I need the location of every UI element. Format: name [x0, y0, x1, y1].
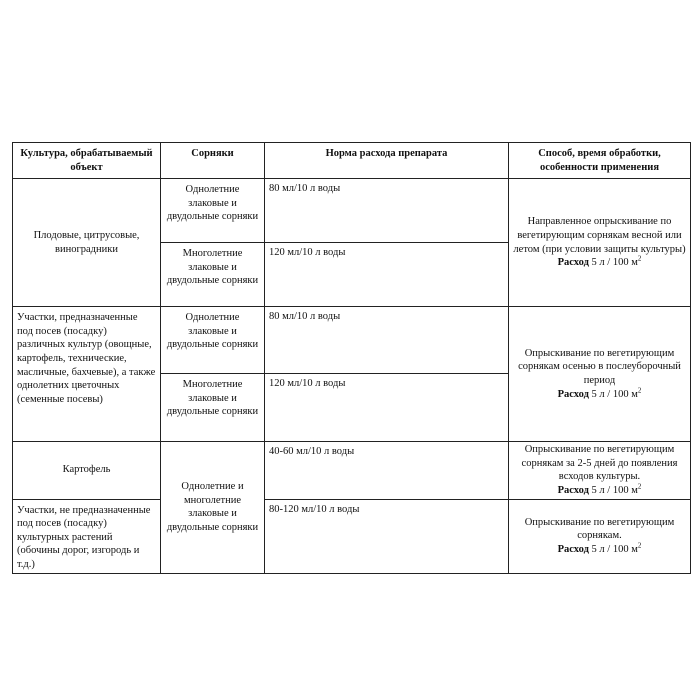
- consumption-value: 5 л / 100 м: [591, 388, 638, 400]
- consumption-sup: 2: [637, 254, 642, 263]
- consumption-value: 5 л / 100 м: [591, 484, 638, 496]
- weeds-cell: Многолетние злаковые и двудольные сорняки: [161, 243, 265, 307]
- table-row: [13, 499, 691, 573]
- header-method: Способ, время обработки, особенности применения: [509, 143, 691, 179]
- rate-cell: 120 мл/10 л воды: [265, 243, 509, 307]
- rate-cell: 80-120 мл/10 л воды: [265, 499, 509, 573]
- weeds-cell: Однолетние злаковые и двудольные сорняки: [161, 179, 265, 243]
- header-rate: Норма расхода препарата: [265, 143, 509, 179]
- consumption-sup: 2: [637, 386, 642, 395]
- crop-cell: Картофель: [13, 442, 161, 500]
- consumption-label: Расход: [557, 257, 589, 269]
- header-crop: Культура, обрабатываемый объект: [13, 143, 161, 179]
- header-weeds: Сорняки: [161, 143, 265, 179]
- rate-cell: 80 мл/10 л воды: [265, 179, 509, 243]
- method-text: Опрыскивание по вегетирующим сорнякам осенью в послеуборочный период: [518, 347, 681, 386]
- method-text: Опрыскивание по вегетирующим сорнякам за 2-5 дней до появления всходов культуры.: [521, 444, 678, 483]
- crop-cell: Участки, предназначенные под посев (посадку) различных культур (овощные, картофель, технические, масличные, бахчевые), а также однолетних цветочных (семенные посевы): [13, 307, 161, 442]
- table-row: [13, 307, 691, 374]
- method-text: Направленное опрыскивание по вегетирующим сорнякам весной или летом (при условии защиты культуры): [513, 216, 686, 255]
- table-row: [13, 179, 691, 243]
- weeds-cell: Однолетние и многолетние злаковые и двудольные сорняки: [161, 442, 265, 574]
- header-row: [13, 143, 691, 179]
- rate-cell: 40-60 мл/10 л воды: [265, 442, 509, 500]
- consumption-label: Расход: [557, 388, 589, 400]
- method-cell: [509, 442, 691, 500]
- consumption-label: Расход: [557, 543, 589, 555]
- rate-cell: 80 мл/10 л воды: [265, 307, 509, 374]
- crop-cell: Участки, не предназначенные под посев (посадку) культурных растений (обочины дорог, изгородь и т.д.): [13, 499, 161, 573]
- consumption-value: 5 л / 100 м: [591, 257, 638, 269]
- rate-cell: 120 мл/10 л воды: [265, 374, 509, 442]
- method-cell: [509, 307, 691, 442]
- method-text: Опрыскивание по вегетирующим сорнякам.: [524, 516, 675, 542]
- consumption-sup: 2: [637, 541, 642, 550]
- method-cell: [509, 179, 691, 307]
- consumption-sup: 2: [637, 482, 642, 491]
- weeds-cell: Многолетние злаковые и двудольные сорняки: [161, 374, 265, 442]
- crop-cell: Плодовые, цитрусовые, виноградники: [13, 179, 161, 307]
- table-row: [13, 442, 691, 500]
- weeds-cell: Однолетние злаковые и двудольные сорняки: [161, 307, 265, 374]
- herbicide-usage-table: [12, 142, 691, 574]
- method-cell: [509, 499, 691, 573]
- consumption-value: 5 л / 100 м: [591, 543, 638, 555]
- consumption-label: Расход: [557, 484, 589, 496]
